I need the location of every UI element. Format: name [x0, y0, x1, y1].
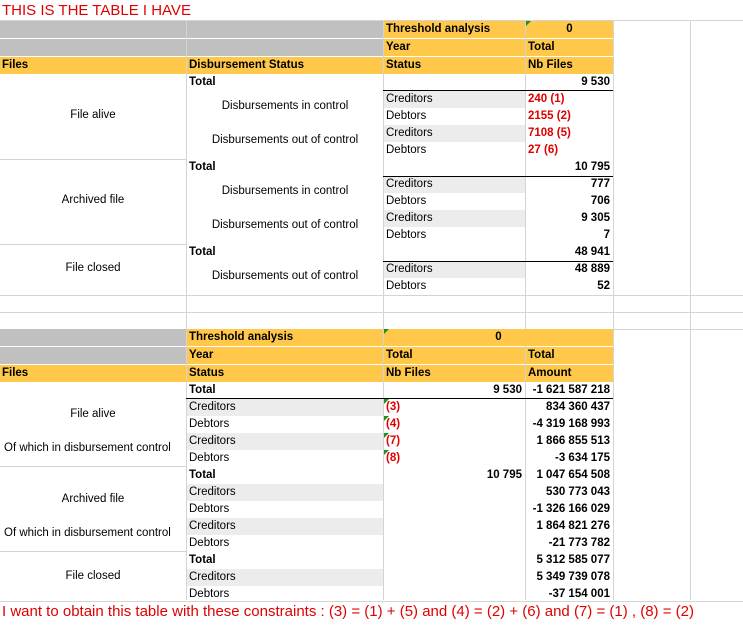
- archived-control-creditors-amount: 1 864 821 276: [536, 520, 610, 532]
- archived-file-label: Archived file: [61, 493, 125, 505]
- threshold-value[interactable]: [384, 329, 613, 346]
- grid-line: [0, 551, 186, 552]
- archived-file-label: Archived file: [61, 194, 125, 206]
- comment-indicator-icon: [384, 329, 389, 334]
- alive-total-value: 9 530: [581, 76, 610, 88]
- file-closed-label: File closed: [65, 570, 121, 582]
- files-header: Files: [0, 57, 186, 74]
- creditors-label: Creditors: [384, 210, 525, 227]
- total-header-nb: Total: [384, 347, 525, 364]
- total-label: Total: [189, 161, 216, 173]
- note-4: [384, 416, 525, 433]
- disb-out-control-label: Disbursements out of control: [211, 134, 359, 146]
- disb-out-control-label: Disbursements out of control: [211, 270, 359, 282]
- closed-out-debtors-value: 52: [597, 280, 610, 292]
- note-7: [384, 433, 525, 450]
- year-label: Year: [187, 347, 383, 364]
- file-closed-label: File closed: [65, 262, 121, 274]
- note-3-text: (3): [386, 401, 401, 413]
- footer-note: I want to obtain this table with these constraints : (3) = (1) + (5) and (4) = (2) + (6) and (7) = (1) , (8) = (2): [2, 603, 694, 620]
- debtors-label: Debtors: [189, 503, 230, 515]
- comment-indicator-icon: [384, 399, 389, 404]
- total-label: Total: [189, 554, 216, 566]
- alive-in-creditors-value: 240 (1): [528, 93, 565, 105]
- total-header-amount: Total: [526, 347, 613, 364]
- closed-out-creditors-value: 48 889: [574, 263, 610, 275]
- debtors-label: Debtors: [189, 588, 230, 600]
- note-7-text: (7): [386, 435, 401, 447]
- alive-control-creditors-amount: 1 866 855 513: [536, 435, 610, 447]
- alive-out-creditors-value: 7108 (5): [528, 127, 571, 139]
- threshold-value-text: 0: [495, 331, 502, 343]
- creditors-label: Creditors: [187, 569, 383, 586]
- grid-line: [690, 20, 691, 600]
- alive-creditors-amount: 834 360 437: [546, 401, 610, 413]
- header-filler: [187, 39, 383, 56]
- grid-line: [0, 295, 743, 296]
- file-alive-label: File alive: [70, 109, 116, 121]
- creditors-label: Creditors: [187, 518, 383, 535]
- archived-creditors-amount: 530 773 043: [546, 486, 610, 498]
- archived-in-creditors-value: 777: [590, 178, 610, 190]
- total-label: Total: [189, 384, 216, 396]
- closed-debtors-amount: -37 154 001: [548, 588, 610, 600]
- disb-out-control-label: Disbursements out of control: [211, 219, 359, 231]
- debtors-label: Debtors: [386, 110, 427, 122]
- grid-line: [0, 466, 186, 467]
- note-8: [384, 450, 525, 467]
- archived-total-nb: 10 795: [486, 469, 522, 481]
- alive-debtors-amount: -4 319 168 993: [532, 418, 610, 430]
- closed-total-amount: 5 312 585 077: [536, 554, 610, 566]
- note-4-text: (4): [386, 418, 401, 430]
- grid-line: [0, 312, 743, 313]
- archived-control-debtors-amount: -21 773 782: [548, 537, 610, 549]
- page-title: THIS IS THE TABLE I HAVE: [2, 2, 191, 19]
- of-which-label: Of which in disbursement control: [4, 442, 171, 454]
- status-header: Status: [187, 365, 383, 382]
- debtors-label: Debtors: [189, 452, 230, 464]
- year-label: Year: [384, 39, 525, 56]
- archived-total-amount: 1 047 654 508: [536, 469, 610, 481]
- creditors-label: Creditors: [384, 176, 525, 193]
- archived-in-debtors-value: 706: [590, 195, 610, 207]
- closed-creditors-amount: 5 349 739 078: [536, 571, 610, 583]
- alive-total-nb: 9 530: [493, 384, 522, 396]
- nb-files-header: Nb Files: [526, 57, 613, 74]
- border: [186, 398, 613, 399]
- alive-control-debtors-amount: -3 634 175: [555, 452, 610, 464]
- amount-header: Amount: [526, 365, 613, 382]
- closed-total-value: 48 941: [574, 246, 610, 258]
- comment-indicator-icon: [384, 450, 389, 455]
- total-label: Total: [189, 76, 216, 88]
- grid-line: [0, 244, 186, 245]
- disb-in-control-label: Disbursements in control: [221, 185, 349, 197]
- alive-total-amount: -1 621 587 218: [532, 384, 610, 396]
- creditors-label: Creditors: [384, 125, 525, 142]
- total-header: Total: [526, 39, 613, 56]
- comment-indicator-icon: [384, 416, 389, 421]
- alive-in-debtors-value: 2155 (2): [528, 110, 571, 122]
- comment-indicator-icon: [384, 433, 389, 438]
- debtors-label: Debtors: [189, 537, 230, 549]
- debtors-label: Debtors: [386, 195, 427, 207]
- archived-out-debtors-value: 7: [603, 229, 610, 241]
- debtors-label: Debtors: [189, 418, 230, 430]
- of-which-label: Of which in disbursement control: [4, 527, 171, 539]
- creditors-label: Creditors: [187, 484, 383, 501]
- creditors-label: Creditors: [384, 91, 525, 108]
- creditors-label: Creditors: [187, 433, 383, 450]
- archived-out-creditors-value: 9 305: [581, 212, 610, 224]
- debtors-label: Debtors: [386, 144, 427, 156]
- header-filler: [0, 347, 186, 364]
- archived-debtors-amount: -1 326 166 029: [532, 503, 610, 515]
- creditors-label: Creditors: [384, 261, 525, 278]
- creditors-label: Creditors: [187, 399, 383, 416]
- header-filler: [0, 21, 186, 38]
- border: [383, 90, 613, 91]
- nb-files-header: Nb Files: [384, 365, 525, 382]
- header-filler: [0, 329, 186, 346]
- file-alive-label: File alive: [70, 408, 116, 420]
- status-header: Status: [384, 57, 525, 74]
- header-filler: [187, 21, 383, 38]
- debtors-label: Debtors: [386, 229, 427, 241]
- threshold-value[interactable]: [526, 21, 613, 38]
- files-header: Files: [0, 365, 186, 382]
- threshold-value-text: 0: [566, 23, 573, 35]
- archived-total-value: 10 795: [574, 161, 610, 173]
- disb-in-control-label: Disbursements in control: [221, 100, 349, 112]
- grid-line: [0, 159, 186, 160]
- header-filler: [0, 39, 186, 56]
- total-label: Total: [189, 246, 216, 258]
- threshold-label: Threshold analysis: [384, 21, 525, 38]
- comment-indicator-icon: [526, 21, 531, 26]
- border: [383, 176, 613, 177]
- grid-line: [613, 20, 614, 600]
- threshold-label: Threshold analysis: [187, 329, 383, 346]
- note-8-text: (8): [386, 452, 401, 464]
- total-label: Total: [189, 469, 216, 481]
- note-3: [384, 399, 525, 416]
- alive-out-debtors-value: 27 (6): [528, 144, 559, 156]
- debtors-label: Debtors: [386, 280, 427, 292]
- border: [383, 261, 613, 262]
- disbursement-status-header: Disbursement Status: [187, 57, 383, 74]
